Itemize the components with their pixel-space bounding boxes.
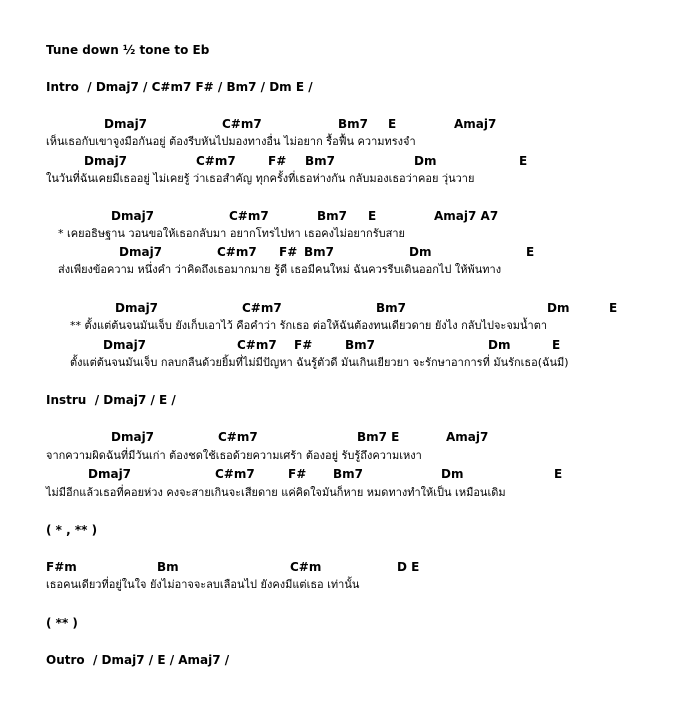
chord: E: [554, 467, 563, 481]
chord: E: [526, 245, 535, 259]
chord: C#m7: [217, 245, 257, 259]
lyric-line: ** ตั้งแต่ต้นจนมันเจ็บ ยังเก็บเอาไว้ คือคำว่า รักเธอ ต่อให้ฉันต้องทนเดียวดาย ยังไง กลับไปจะจมน้ำตา: [70, 319, 548, 332]
chord: Dm: [441, 467, 464, 481]
lyric-line: จากความผิดฉันที่มีวันเก่า ต้องชดใช้เธอด้วยความเศร้า ต้องอยู่ รับรู้ถึงความเหงา: [46, 449, 422, 462]
lyric-line: เห็นเธอกับเขาจูงมือกันอยู่ ต้องรีบหันไปมองทางอื่น ไม่อยาก รื้อฟื้น ความทรงจำ: [46, 135, 416, 148]
chord: C#m7: [229, 209, 269, 223]
chord: F#: [288, 467, 307, 481]
chord: Dmaj7: [103, 338, 147, 352]
lyric-line: ส่งเพียงข้อความ หนึ่งคำ ว่าคิดถึงเธอมากมาย รู้ดี เธอมีคนใหม่ ฉันควรรีบเดินออกไป ให้พ้นทาง: [58, 263, 502, 276]
outro-line: Outro / Dmaj7 / E / Amaj7 /: [46, 653, 230, 667]
chord: C#m7: [222, 117, 262, 131]
chord: Bm7: [317, 209, 347, 223]
instru-line: Instru / Dmaj7 / E /: [46, 393, 176, 407]
chord: F#: [294, 338, 313, 352]
chord: E: [519, 154, 528, 168]
chord: F#: [279, 245, 298, 259]
tuning-note: Tune down ½ tone to Eb: [46, 43, 210, 57]
chord: C#m7: [237, 338, 277, 352]
chord: C#m7: [218, 430, 258, 444]
chord: Dm: [547, 301, 570, 315]
chord: Dmaj7: [115, 301, 159, 315]
chord: Bm7 E: [357, 430, 400, 444]
chord: D E: [397, 560, 420, 574]
chord: E: [368, 209, 377, 223]
chord: E: [552, 338, 561, 352]
chord: Dmaj7: [119, 245, 163, 259]
chord: Amaj7: [454, 117, 497, 131]
chord: Bm7: [304, 245, 334, 259]
chord: Dm: [414, 154, 437, 168]
chord: C#m: [290, 560, 322, 574]
chord: C#m7: [215, 467, 255, 481]
chord: C#m7: [242, 301, 282, 315]
intro-line: Intro / Dmaj7 / C#m7 F# / Bm7 / Dm E /: [46, 80, 313, 94]
chord: Bm: [157, 560, 179, 574]
chord: Dmaj7: [84, 154, 128, 168]
lyric-line: เธอคนเดียวที่อยู่ในใจ ยังไม่อาจจะลบเลือนไป ยังคงมีแต่เธอ เท่านั้น: [46, 578, 360, 591]
lyric-line: ไม่มีอีกแล้วเธอที่คอยห่วง คงจะสายเกินจะเสียดาย แค่คิดใจมันก็หาย หมดทางทำให้เป็น เหมือนเดิม: [46, 486, 506, 499]
chord: Dmaj7: [88, 467, 132, 481]
chord: Dmaj7: [111, 430, 155, 444]
lyric-line: ในวันที่ฉันเคยมีเธออยู่ ไม่เคยรู้ ว่าเธอสำคัญ ทุกครั้งที่เธอห่างกัน กลับมองเธอว่าคอย วุ่นวาย: [46, 172, 475, 185]
chord: E: [388, 117, 397, 131]
repeat-line-2: ( ** ): [46, 616, 78, 630]
chord: Bm7: [345, 338, 375, 352]
chord: C#m7: [196, 154, 236, 168]
chord: Bm7: [305, 154, 335, 168]
repeat-line: ( * , ** ): [46, 523, 98, 537]
chord: Dm: [488, 338, 511, 352]
chord: Dmaj7: [111, 209, 155, 223]
chord: E: [609, 301, 618, 315]
chord: Amaj7: [446, 430, 489, 444]
chord: F#: [268, 154, 287, 168]
lyric-line: * เคยอธิษฐาน วอนขอให้เธอกลับมา อยากโทรไปหา เธอคงไม่อยากรับสาย: [58, 227, 405, 240]
chord: Bm7: [338, 117, 368, 131]
lyric-line: ตั้งแต่ต้นจนมันเจ็บ กลบกลืนด้วยยิ้มที่ไม่มีปัญหา ฉันรู้ตัวดี มันเกินเยียวยา จะรักษาอาการที่ มันรักเธอ(ฉันมี): [70, 356, 569, 369]
chord: Dm: [409, 245, 432, 259]
chord: Bm7: [333, 467, 363, 481]
chord: Amaj7 A7: [434, 209, 499, 223]
chord: Bm7: [376, 301, 406, 315]
chord: F#m: [46, 560, 77, 574]
chord: Dmaj7: [104, 117, 148, 131]
